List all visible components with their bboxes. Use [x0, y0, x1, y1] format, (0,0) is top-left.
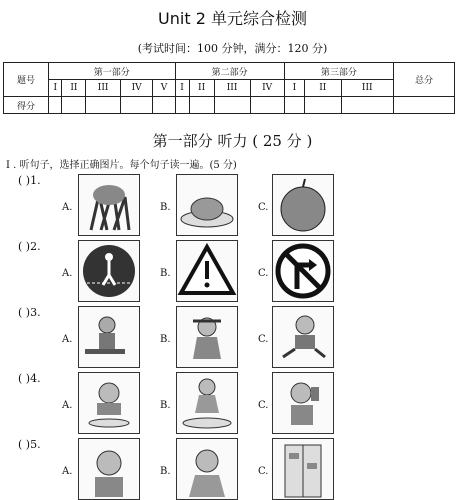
option-label: A.	[62, 466, 73, 477]
part-header: 第一部分	[49, 63, 176, 80]
score-cell[interactable]	[62, 97, 86, 114]
exam-info: (考试时间：100 分钟，满分：120 分)	[137, 42, 328, 55]
score-cell[interactable]	[86, 97, 120, 114]
instruction-text: I . 听句子，选择正确图片。每个句子读一遍。(5 分)	[6, 160, 237, 171]
col-header: II	[189, 80, 214, 97]
score-cell[interactable]	[341, 97, 393, 114]
row-label-question: 题号	[4, 63, 49, 97]
question-item	[0, 306, 465, 368]
answer-blank[interactable]: ( )3.	[18, 306, 41, 319]
question-item	[0, 438, 465, 500]
option-label: A.	[62, 202, 73, 213]
col-header: V	[153, 80, 175, 97]
col-header: II	[62, 80, 86, 97]
pedestrian-sign-icon[interactable]	[78, 240, 140, 302]
girl-on-bench-icon[interactable]	[78, 306, 140, 368]
girl-icon[interactable]	[176, 438, 238, 500]
score-cell[interactable]	[305, 97, 341, 114]
score-cell[interactable]	[153, 97, 175, 114]
col-header: IV	[120, 80, 153, 97]
col-header: III	[214, 80, 250, 97]
col-header: I	[49, 80, 62, 97]
answer-blank[interactable]: ( )1.	[18, 174, 41, 187]
col-header: III	[341, 80, 393, 97]
table-row	[4, 63, 455, 80]
col-header: III	[86, 80, 120, 97]
table-row	[4, 97, 455, 114]
total-header: 总分	[394, 63, 455, 97]
option-label: C.	[258, 268, 269, 279]
option-label: A.	[62, 268, 73, 279]
boy-icon[interactable]	[78, 438, 140, 500]
option-label: C.	[258, 202, 269, 213]
score-cell[interactable]	[189, 97, 214, 114]
boy-sitting-icon[interactable]	[272, 306, 334, 368]
part-header: 第二部分	[175, 63, 284, 80]
part-header: 第三部分	[284, 63, 393, 80]
col-header: I	[284, 80, 304, 97]
table-row	[4, 80, 455, 97]
answer-blank[interactable]: ( )5.	[18, 438, 41, 451]
question-item	[0, 372, 465, 434]
score-cell[interactable]	[214, 97, 250, 114]
question-item	[0, 174, 465, 236]
option-label: B.	[160, 268, 171, 279]
no-right-turn-sign-icon[interactable]	[272, 240, 334, 302]
row-label-score: 得分	[4, 97, 49, 114]
answer-blank[interactable]: ( )4.	[18, 372, 41, 385]
option-label: C.	[258, 466, 269, 477]
score-table	[3, 62, 455, 114]
roast-chicken-icon[interactable]	[176, 174, 238, 236]
question-item	[0, 240, 465, 302]
option-label: C.	[258, 400, 269, 411]
score-cell[interactable]	[250, 97, 284, 114]
col-header: IV	[250, 80, 284, 97]
vegetables-icon[interactable]	[78, 174, 140, 236]
col-header: I	[175, 80, 189, 97]
score-cell[interactable]	[120, 97, 153, 114]
score-cell[interactable]	[284, 97, 304, 114]
section-title: 第一部分 听力 ( 25 分 )	[152, 132, 313, 150]
answer-blank[interactable]: ( )2.	[18, 240, 41, 253]
option-label: B.	[160, 400, 171, 411]
apple-icon[interactable]	[272, 174, 334, 236]
page-title: Unit 2 单元综合检测	[158, 9, 307, 28]
option-label: B.	[160, 202, 171, 213]
option-label: A.	[62, 334, 73, 345]
boy-eating-icon[interactable]	[78, 372, 140, 434]
score-cell[interactable]	[175, 97, 189, 114]
col-header: II	[305, 80, 341, 97]
warning-sign-icon[interactable]	[176, 240, 238, 302]
option-label: A.	[62, 400, 73, 411]
girl-cooking-icon[interactable]	[176, 372, 238, 434]
boy-drinking-icon[interactable]	[272, 372, 334, 434]
fridge-icon[interactable]	[272, 438, 334, 500]
girl-with-hat-icon[interactable]	[176, 306, 238, 368]
option-label: C.	[258, 334, 269, 345]
option-label: B.	[160, 334, 171, 345]
total-score-cell[interactable]	[394, 97, 455, 114]
option-label: B.	[160, 466, 171, 477]
score-cell[interactable]	[49, 97, 62, 114]
